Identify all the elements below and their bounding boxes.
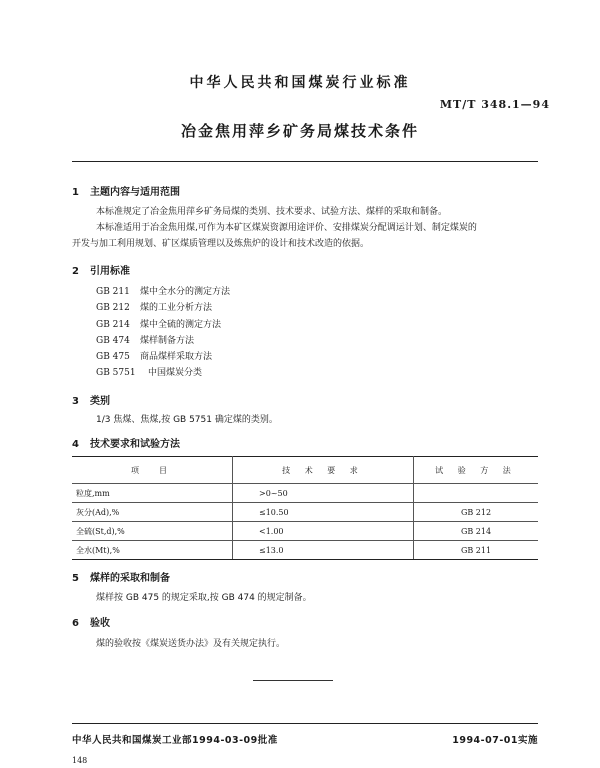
- standard-name: 煤中全硫的测定方法: [140, 319, 222, 330]
- table-cell-method: [414, 484, 539, 503]
- standard-code-item: GB 474: [96, 335, 130, 346]
- column-header-method: 试 验 方 法: [414, 457, 539, 484]
- standard-code-item: GB 5751: [96, 368, 136, 379]
- table-cell-item: 粒度,mm: [72, 484, 233, 503]
- section-1-heading: [72, 183, 180, 198]
- list-item: [96, 284, 230, 300]
- implementation-date: 1994-07-01实施: [452, 735, 538, 746]
- standard-code-item: GB 211: [96, 287, 130, 297]
- requirements-table: [72, 456, 538, 560]
- referenced-standards-list: [96, 284, 230, 382]
- section-4-heading: [72, 435, 180, 450]
- section-6-heading: [72, 614, 110, 629]
- column-header-item: 项 目: [72, 457, 233, 484]
- section-title: 验收: [90, 618, 110, 629]
- section-title: 主题内容与适用范围: [90, 187, 180, 198]
- approval-line: 中华人民共和国煤炭工业部1994-03-09批准: [72, 735, 278, 746]
- section-5-paragraph: 煤样按 GB 475 的规定采取,按 GB 474 的规定制备。: [96, 593, 312, 603]
- standard-name: 煤样制备方法: [140, 335, 195, 346]
- standard-code: MT/T 348.1—94: [439, 98, 550, 111]
- section-title: 引用标准: [90, 266, 130, 277]
- table-cell-method: GB 214: [414, 522, 539, 541]
- table-cell-method: GB 211: [414, 541, 539, 560]
- section-6-paragraph: 煤的验收按《煤炭送货办法》及有关规定执行。: [96, 639, 286, 649]
- section-1-paragraph-3: 开发与加工利用规划、矿区煤质管理以及炼焦炉的设计和技术改造的依据。: [72, 239, 370, 249]
- list-item: [96, 365, 230, 381]
- table-cell-item: 灰分(Ad),%: [72, 503, 233, 522]
- table-cell-requirement: >0~50: [233, 484, 414, 503]
- standard-code-item: GB 212: [96, 303, 130, 314]
- section-1-paragraph-2: 本标准适用于冶金焦用煤,可作为本矿区煤炭资源用途评价、安排煤炭分配调运计划、制定煤炭的: [96, 223, 477, 233]
- section-1-paragraph-1: 本标准规定了冶金焦用萍乡矿务局煤的类别、技术要求、试验方法、煤样的采取和制备。: [96, 207, 448, 217]
- table-row: [72, 484, 538, 503]
- section-3-heading: [72, 392, 110, 407]
- document-title: 冶金焦用萍乡矿务局煤技术条件: [180, 122, 419, 140]
- list-item: [96, 349, 230, 365]
- table-cell-item: 全水(Mt),%: [72, 541, 233, 560]
- section-3-paragraph: 1/3 焦煤、焦煤,按 GB 5751 确定煤的类别。: [96, 415, 278, 425]
- header-divider: [72, 161, 538, 162]
- column-header-requirement: 技 术 要 求: [233, 457, 414, 484]
- list-item: [96, 317, 230, 333]
- section-number: 1: [72, 187, 79, 198]
- standard-name: 商品煤样采取方法: [140, 352, 213, 363]
- table-row: [72, 541, 538, 560]
- section-5-heading: [72, 569, 170, 584]
- publisher-heading: 中华人民共和国煤炭行业标准: [189, 75, 411, 91]
- section-title: 类别: [90, 396, 110, 407]
- section-number: 3: [72, 396, 79, 407]
- list-item: [96, 300, 230, 316]
- table-row: [72, 522, 538, 541]
- standard-name: 中国煤炭分类: [148, 368, 203, 379]
- table-row: [72, 503, 538, 522]
- standard-name: 煤中全水分的测定方法: [140, 287, 231, 297]
- table-cell-item: 全硫(St,d),%: [72, 522, 233, 541]
- page-number: 148: [72, 756, 88, 765]
- table-cell-requirement: ≤10.50: [233, 503, 414, 522]
- standard-name: 煤的工业分析方法: [140, 303, 213, 314]
- footer-divider: [72, 723, 538, 724]
- section-number: 6: [72, 618, 79, 629]
- table-header-row: [72, 457, 538, 484]
- standard-code-item: GB 475: [96, 352, 130, 363]
- section-title: 煤样的采取和制备: [90, 573, 170, 584]
- section-number: 4: [72, 439, 79, 450]
- section-number: 2: [72, 266, 79, 277]
- list-item: [96, 333, 230, 349]
- standard-code-item: GB 214: [96, 319, 130, 330]
- section-2-heading: [72, 262, 130, 277]
- section-title: 技术要求和试验方法: [90, 439, 180, 450]
- table-cell-requirement: ≤13.0: [233, 541, 414, 560]
- section-number: 5: [72, 573, 79, 584]
- end-of-text-divider: [253, 680, 333, 681]
- table-cell-method: GB 212: [414, 503, 539, 522]
- table-cell-requirement: <1.00: [233, 522, 414, 541]
